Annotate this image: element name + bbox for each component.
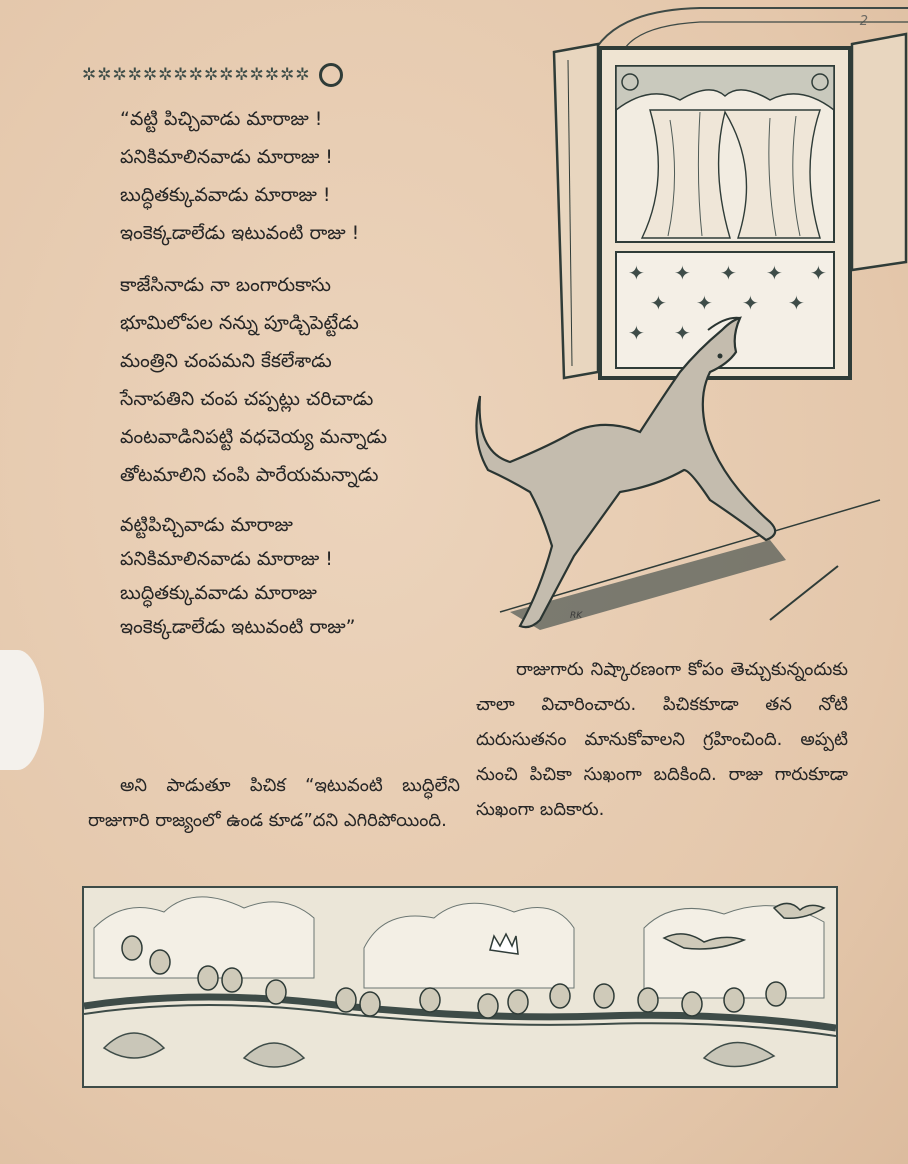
star-border-ornament: ✲✲✲✲✲✲✲✲✲✲✲✲✲✲✲ [82,65,311,85]
poem [120,100,480,658]
poem-line: బుద్ధితక్కువవాడు మారాజు ! [120,184,331,206]
poem-line: తోటమాలిని చంపి పారేయమన్నాడు [120,464,379,486]
poem-line: “వట్టి పిచ్చివాడు మారాజు ! [120,108,323,130]
ring-icon [319,63,343,87]
birds-on-branch-illustration [82,886,838,1088]
svg-text:✦: ✦ [628,321,645,345]
poem-line: వంటవాడినిపట్టి వధచెయ్య మన్నాడు [120,426,388,448]
poem-line: భూమిలోపల నన్ను పూడ్చిపెట్టేడు [120,312,359,334]
svg-text:✦: ✦ [674,261,691,285]
svg-text:✦: ✦ [674,321,691,345]
illustrator-signature: RK [570,611,583,621]
svg-text:✦: ✦ [766,261,783,285]
poem-line: కాజేసినాడు నా బంగారుకాసు [120,274,331,296]
svg-text:✦: ✦ [810,261,827,285]
poem-line: సేనాపతిని చంప చప్పట్లు చరిచాడు [120,388,374,410]
section-ornament [82,62,472,88]
story-paragraph-right: రాజుగారు నిష్కారణంగా కోపం తెచ్చుకున్నందుకు చాలా విచారించారు. పిచికకూడా తన నోటి దురుసుతనం మానుకోవాలని గ్రహించింది. అప్పటి నుంచి పిచికా సుఖంగా బదికింది. రాజు గారుకూడా సుఖంగా బదికారు. [476,659,848,820]
poem-line: ఇంకెక్కడాలేడు ఇటువంటి రాజు ! [120,222,360,244]
svg-text:✦: ✦ [788,291,805,315]
poem-line: వట్టిపిచ్చివాడు మారాజు [120,514,293,536]
poem-line: పనికిమాలినవాడు మారాజు ! [120,146,333,168]
torn-edge [0,650,44,770]
poem-stanza-3 [120,508,480,644]
window-dog-illustration [470,0,908,640]
poem-stanza-1 [120,100,480,252]
svg-text:✦: ✦ [696,291,713,315]
story-paragraph-left: అని పాడుతూ పిచిక “ఇటువంటి బుద్ధిలేని రాజుగారి రాజ్యంలో ఉండ కూడ”దని ఎగిరిపోయింది. [88,775,460,831]
svg-text:✦: ✦ [628,261,645,285]
page-corner-note: 2 [859,14,868,29]
svg-text:✦: ✦ [720,261,737,285]
svg-text:✦: ✦ [742,291,759,315]
svg-text:✦: ✦ [650,291,667,315]
poem-stanza-2 [120,266,480,494]
poem-line: పనికిమాలినవాడు మారాజు ! [120,548,333,570]
poem-line: ఇంకెక్కడాలేడు ఇటువంటి రాజు” [120,616,356,638]
poem-line: బుద్ధితక్కువవాడు మారాజు [120,582,317,604]
poem-line: మంత్రిని చంపమని కేకలేశాడు [120,350,332,372]
